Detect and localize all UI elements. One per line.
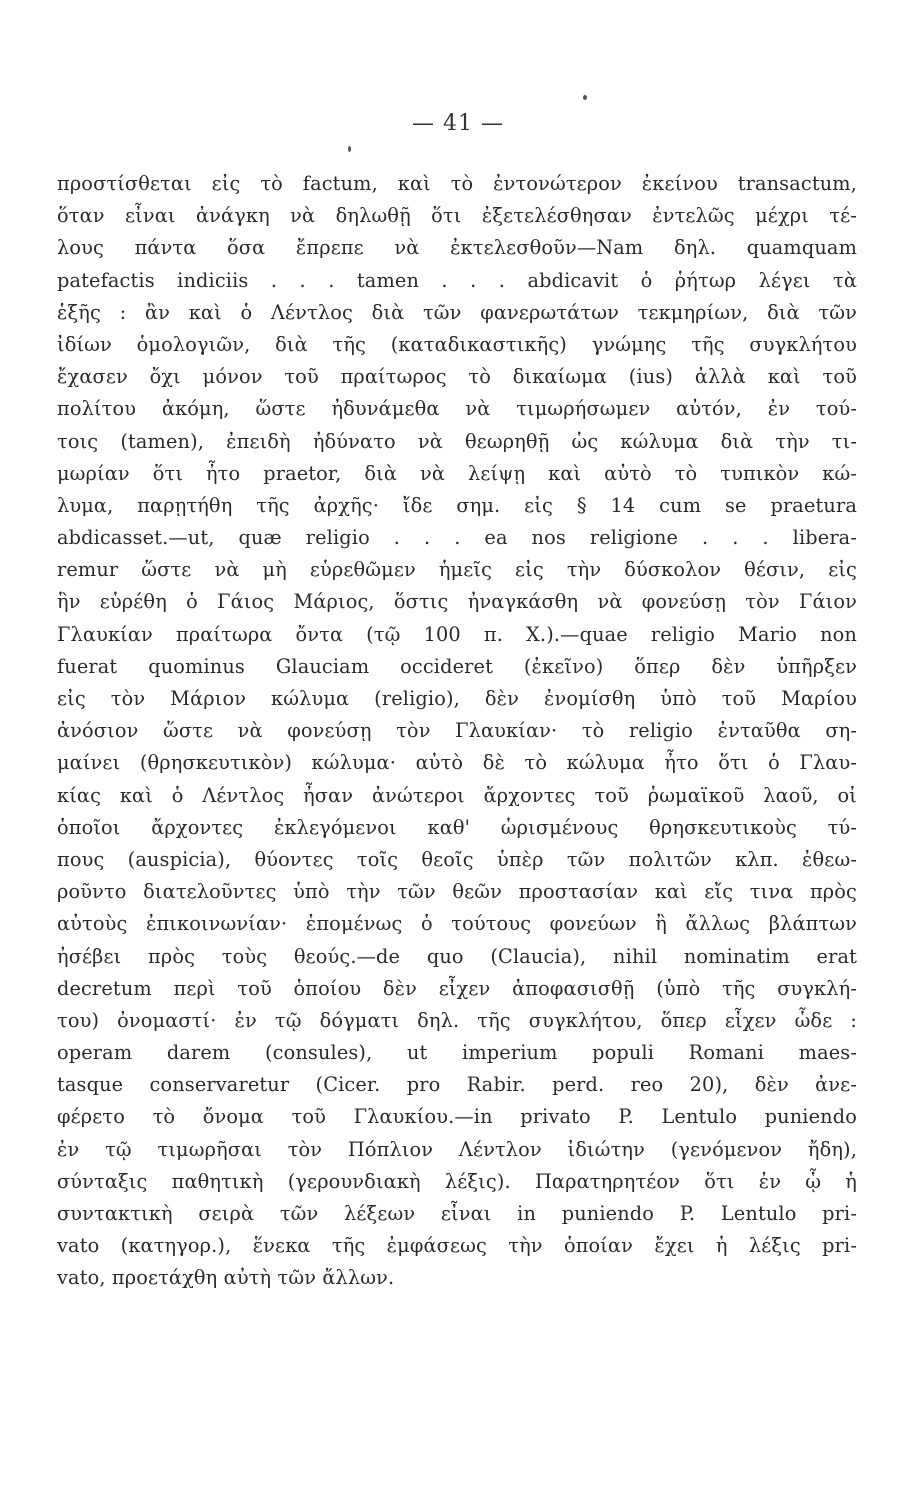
text-line: κίας καὶ ὁ Λέντλος ἦσαν ἀνώτεροι ἄρχοντες τοῦ ῥωμαϊκοῦ λαοῦ, οἱ [57, 783, 857, 807]
text-line: ἐν τῷ τιμωρῆσαι τὸν Πόπλιον Λέντλον ἰδιώτην (γενόμενον ἤδη), [57, 1137, 857, 1161]
text-line: του) ὀνομαστί· ἐν τῷ δόγματι δηλ. τῆς συγκλήτου, ὅπερ εἶχεν ὧδε : [57, 1008, 857, 1032]
print-speck-mark [583, 95, 587, 100]
text-line: patefactis indiciis . . . tamen . . . abdicavit ὁ ῥήτωρ λέγει τὰ [57, 268, 857, 292]
text-line: συντακτικὴ σειρὰ τῶν λέξεων εἶναι in puniendo P. Lentulo pri- [57, 1202, 857, 1225]
body-text [57, 168, 857, 1295]
text-line: ἣν εὑρέθη ὁ Γάιος Μάριος, ὅστις ἠναγκάσθη νὰ φονεύσῃ τὸν Γάιον [57, 590, 857, 614]
text-line: μαίνει (θρησκευτικὸν) κώλυμα· αὐτὸ δὲ τὸ κώλυμα ἦτο ὅτι ὁ Γλαυ- [57, 751, 857, 775]
text-line: πους (auspicia), θύοντες τοῖς θεοῖς ὑπὲρ τῶν πολιτῶν κλπ. ἐθεω- [57, 847, 857, 871]
text-line: ἔχασεν ὄχι μόνον τοῦ πραίτωρος τὸ δικαίωμα (ius) ἀλλὰ καὶ τοῦ [57, 365, 857, 389]
text-line: vato, προετάχθη αὐτὴ τῶν ἄλλων. [57, 1266, 395, 1290]
text-line: Γλαυκίαν πραίτωρα ὄντα (τῷ 100 π. Χ.).—quae religio Mario non [57, 622, 857, 646]
text-line: abdicasset.—ut, quæ religio . . . ea nos religione . . . libera- [57, 526, 857, 550]
text-line: decretum περὶ τοῦ ὁποίου δὲν εἶχεν ἀποφασισθῇ (ὑπὸ τῆς συγκλή- [57, 976, 857, 1000]
text-line: σύνταξις παθητικὴ (γερουνδιακὴ λέξις). Παρατηρητέον ὅτι ἐν ᾧ ἡ [57, 1169, 857, 1193]
text-line: vato (κατηγορ.), ἕνεκα τῆς ἐμφάσεως τὴν ὁποίαν ἔχει ἡ λέξις pri- [57, 1234, 857, 1258]
text-line: εἰς τὸν Μάριον κώλυμα (religio), δὲν ἐνομίσθη ὑπὸ τοῦ Μαρίου [57, 687, 857, 710]
text-line: ὅταν εἶναι ἀνάγκη νὰ δηλωθῇ ὅτι ἐξετελέσθησαν ἐντελῶς μέχρι τέ- [57, 204, 857, 228]
text-line: operam darem (consules), ut imperium populi Romani maes- [57, 1041, 857, 1065]
text-line: μωρίαν ὅτι ἦτο praetor, διὰ νὰ λείψῃ καὶ αὐτὸ τὸ τυπικὸν κώ- [57, 461, 857, 485]
text-line: fuerat quominus Glauciam occideret (ἐκεῖνο) ὅπερ δὲν ὑπῆρξεν [57, 654, 857, 678]
text-line: λυμα, παρῃτήθη τῆς ἀρχῆς· ἴδε σημ. εἰς § 14 cum se praetura [57, 493, 857, 517]
text-line: ἠσέβει πρὸς τοὺς θεούς.—de quo (Claucia), nihil nominatim erat [57, 944, 857, 968]
text-line: τοις (tamen), ἐπειδὴ ἠδύνατο νὰ θεωρηθῇ ὡς κώλυμα διὰ τὴν τι- [57, 429, 857, 453]
text-line: ροῦντο διατελοῦντες ὑπὸ τὴν τῶν θεῶν προστασίαν καὶ εἴς τινα πρὸς [57, 880, 857, 904]
text-line: προστίσθεται εἰς τὸ factum, καὶ τὸ ἐντονώτερον ἐκείνου transactum, [57, 172, 857, 195]
print-speck-mark [348, 146, 351, 152]
text-line: ἰδίων ὁμολογιῶν, διὰ τῆς (καταδικαστικῆς) γνώμης τῆς συγκλήτου [57, 332, 857, 356]
text-line: αὐτοὺς ἐπικοινωνίαν· ἑπομένως ὁ τούτους φονεύων ἢ ἄλλως βλάπτων [57, 912, 857, 936]
text-line: λους πάντα ὅσα ἔπρεπε νὰ ἐκτελεσθοῦν—Nam δηλ. quamquam [57, 236, 857, 260]
text-line: remur ὥστε νὰ μὴ εὑρεθῶμεν ἡμεῖς εἰς τὴν δύσκολον θέσιν, εἰς [57, 558, 857, 582]
text-line: πολίτου ἀκόμη, ὥστε ἠδυνάμεθα νὰ τιμωρήσωμεν αὐτόν, ἐν τού- [57, 397, 857, 421]
text-line: ἑξῆς : ἂν καὶ ὁ Λέντλος διὰ τῶν φανερωτάτων τεκμηρίων, διὰ τῶν [57, 300, 857, 324]
text-line: tasque conservaretur (Cicer. pro Rabir. perd. reo 20), δὲν ἀνε- [57, 1073, 857, 1097]
text-line: ὁποῖοι ἄρχοντες ἐκλεγόμενοι καθ' ὡρισμένους θρησκευτικοὺς τύ- [57, 815, 857, 839]
text-line: φέρετο τὸ ὄνομα τοῦ Γλαυκίου.—in privato P. Lentulo puniendo [57, 1105, 857, 1129]
page-number: — 41 — [412, 111, 504, 136]
text-line: ἀνόσιον ὥστε νὰ φονεύσῃ τὸν Γλαυκίαν· τὸ religio ἐνταῦθα ση- [57, 719, 857, 743]
